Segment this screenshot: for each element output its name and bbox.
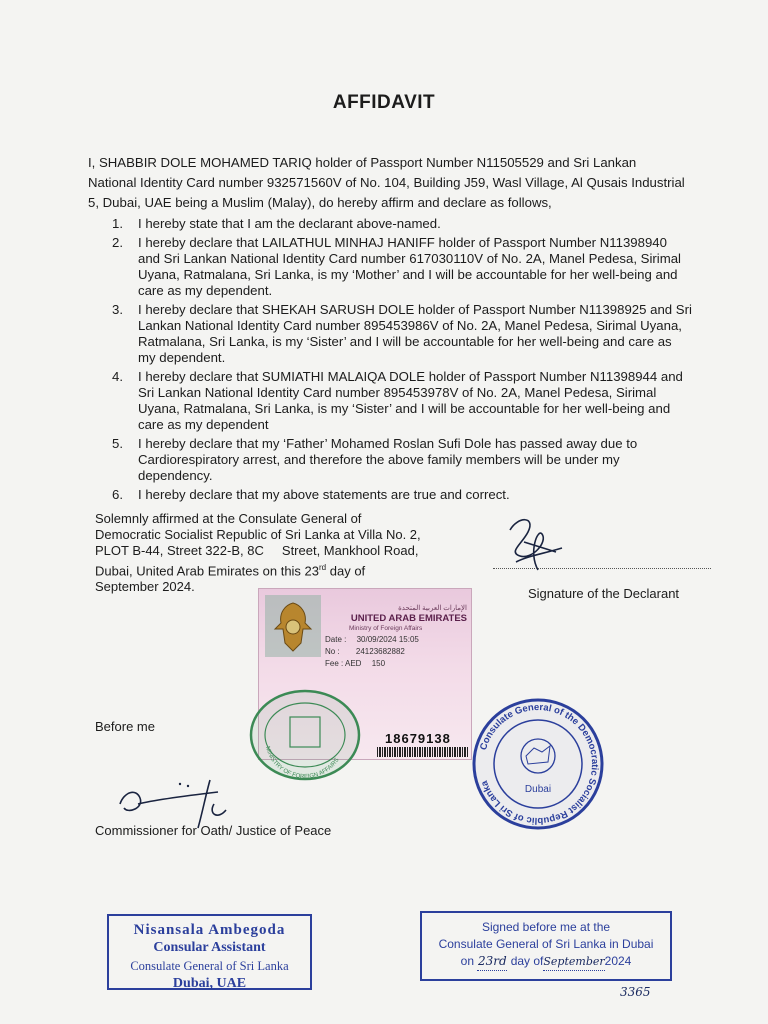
seal-center-text: Dubai: [524, 784, 552, 795]
list-item: [112, 487, 692, 503]
list-item: [112, 302, 692, 366]
signed-before-stamp: [420, 911, 672, 981]
stamp-line: Consulate General of Sri Lanka in Dubai: [438, 937, 654, 951]
clause-text: I hereby declare that SHEKAH SARUSH DOLE holder of Passport Number N11398925 and Sri Lankan National Identity Card number 895453986V of No. 2A, Manel Pedesa, Sirimal Uyana, Ratmalana, Sri Lanka, is my ‘Sister’ and I will be accountable for her well-being and care as my dependent.: [138, 302, 692, 365]
intro-paragraph: I, SHABBIR DOLE MOHAMED TARIQ holder of Passport Number N11505529 and Sri Lankan National Identity Card number 932571560V of No. 104, Building J59, Wasl Village, Al Qusais Industrial 5, Dubai, UAE being a Muslim (Malay), do hereby affirm and declare as follows,: [88, 155, 685, 210]
list-item: [112, 216, 692, 232]
consular-assistant-stamp: [107, 914, 312, 990]
before-me-label: Before me: [95, 719, 155, 734]
stamp-year: 2024: [604, 954, 632, 968]
document-title: AFFIDAVIT: [332, 92, 436, 113]
uae-fee-label: Fee : AED: [325, 659, 362, 668]
signature-line: [493, 568, 711, 569]
solemn-line: Democratic Socialist Republic of Sri Lanka at Villa No. 2,: [95, 527, 421, 543]
ordinal-suffix: rd: [319, 562, 327, 572]
seal-ring-text: MINISTRY OF FOREIGN AFFAIRS: [263, 745, 341, 781]
barcode: [377, 747, 469, 757]
signature-label: Signature of the Declarant: [528, 586, 680, 601]
seal-ring-text: Consulate General of the Democratic Socialist Republic of Sri Lanka: [477, 701, 601, 827]
stamp-day: 23rd: [477, 953, 507, 971]
uae-date-label: Date :: [325, 635, 347, 644]
uae-fee-row: [325, 659, 385, 668]
solemn-line: September 2024.: [95, 579, 195, 595]
consulate-seal: [470, 696, 606, 832]
uae-fee-value: 150: [371, 659, 386, 668]
clause-text: I hereby declare that my ‘Father’ Mohamed Roslan Sufi Dole has passed away due to Cardiorespiratory arrest, and therefore the above family members will be under my dependency.: [138, 436, 638, 483]
solemn-line: [95, 560, 435, 580]
stamp-city: Dubai, UAE: [172, 976, 247, 991]
uae-title: UNITED ARAB EMIRATES: [350, 613, 467, 624]
solemn-line: PLOT B-44, Street 322-B, 8C Street, Mankhool Road,: [95, 543, 419, 559]
commissioner-label: Commissioner for Oath/ Justice of Peace: [95, 823, 332, 838]
clause-text: I hereby declare that LAILATHUL MINHAJ HANIFF holder of Passport Number N11398940 and Sri Lankan National Identity Card number 617030110V of No. 2A, Manel Pedesa, Sirimal Uyana, Ratmalana, Sri Lanka, is my ‘Mother’ and I will be accountable for her well-being and care as my dependent.: [138, 235, 681, 298]
page-number: 3365: [620, 985, 651, 999]
stamp-date-line: [422, 953, 670, 971]
stamp-day-of: day of: [510, 954, 544, 968]
commissioner-signature: [114, 774, 264, 830]
clause-number: 4.: [112, 369, 123, 384]
stamp-on: on: [460, 954, 474, 968]
solemn-text: Dubai, United Arab Emirates on this 23: [95, 562, 320, 578]
uae-date-row: [325, 635, 419, 644]
stamp-month: September: [543, 953, 604, 971]
stamp-role: Consular Assistant: [153, 940, 266, 955]
list-item: [112, 369, 692, 433]
uae-subtitle: Ministry of Foreign Affairs: [349, 625, 423, 632]
stamp-name: Nisansala Ambegoda: [133, 922, 286, 938]
clause-text: I hereby declare that my above statements are true and correct.: [138, 487, 510, 502]
stamp-line: Signed before me at the: [481, 920, 611, 934]
stamp-office: Consulate General of Sri Lanka: [130, 959, 289, 973]
clause-number: 6.: [112, 487, 123, 502]
solemn-affirmation: [95, 511, 435, 595]
clause-number: 2.: [112, 235, 123, 250]
solemn-line: Solemnly affirmed at the Consulate General of: [95, 511, 362, 526]
uae-date-value: 30/09/2024 15:05: [356, 635, 419, 644]
uae-no-row: [325, 647, 405, 656]
clause-number: 3.: [112, 302, 123, 317]
list-item: [112, 235, 692, 299]
clause-number: 5.: [112, 436, 123, 451]
clause-list: [112, 216, 692, 506]
clause-text: I hereby state that I am the declarant above-named.: [138, 216, 441, 231]
ministry-seal: [246, 683, 364, 783]
uae-emblem-icon: [265, 595, 321, 657]
uae-arabic-title: الإمارات العربية المتحدة: [398, 605, 467, 612]
uae-stamp-number: 18679138: [385, 731, 451, 746]
clause-number: 1.: [112, 216, 123, 231]
list-item: [112, 436, 692, 484]
uae-no-value: 24123682882: [355, 647, 405, 656]
clause-text: I hereby declare that SUMIATHI MALAIQA DOLE holder of Passport Number N11398944 and Sri Lankan National Identity Card number 895453978V of No. 2A, Manel Pedesa, Sirimal Uyana, Ratmalana, Sri Lanka, is my ‘Sister’ and I will be accountable for her well-being and care as my dependent: [138, 369, 683, 432]
uae-no-label: No :: [325, 647, 340, 656]
solemn-text: day of: [326, 562, 366, 578]
